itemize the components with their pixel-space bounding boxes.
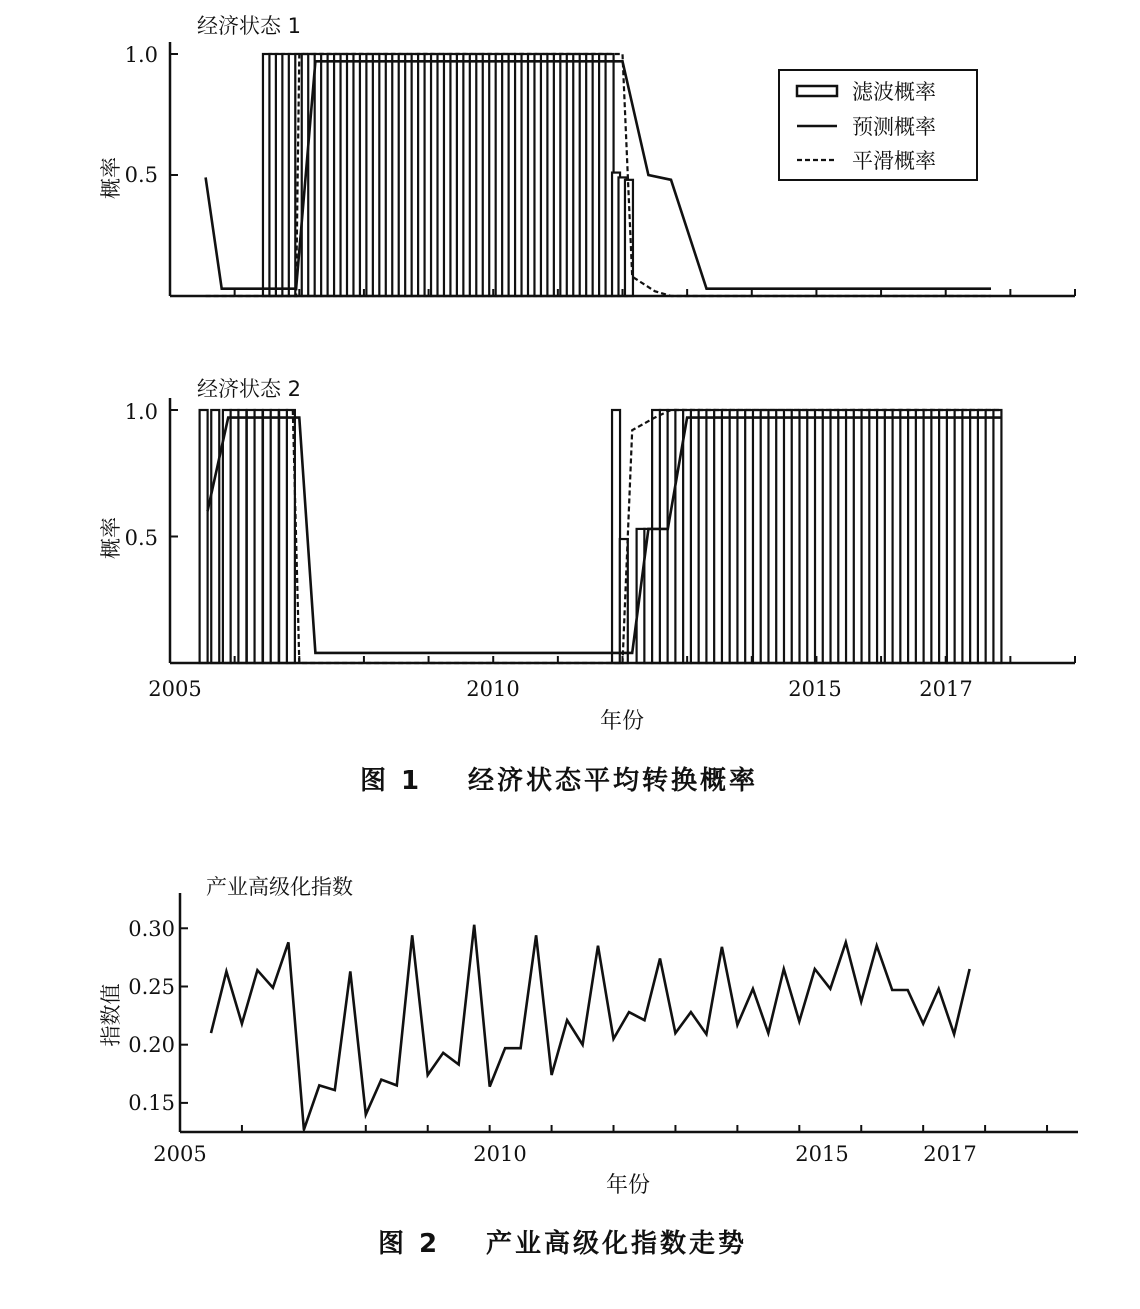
y-tick-label-0.30: 0.30 bbox=[128, 917, 175, 941]
filter-prob-bar bbox=[211, 410, 219, 663]
filter-prob-bar bbox=[993, 410, 1001, 663]
x-tick-label-2017: 2017 bbox=[919, 677, 973, 701]
filter-prob-bars-state-1 bbox=[263, 54, 633, 296]
filter-prob-bar bbox=[271, 410, 279, 663]
y-tick-label-0.20: 0.20 bbox=[128, 1033, 175, 1057]
x-axis-label-fig1: 年份 bbox=[599, 709, 645, 734]
figure1-caption-text: 经济状态平均转换概率 bbox=[468, 766, 759, 796]
y-tick-label-0.5-p2: 0.5 bbox=[124, 526, 158, 550]
chart-industry-index bbox=[99, 875, 1078, 1198]
filter-prob-bar bbox=[255, 410, 263, 663]
x-tick-label-2010-fig2: 2010 bbox=[473, 1142, 527, 1166]
legend-label-predict: 预测概率 bbox=[852, 115, 936, 139]
legend bbox=[779, 70, 977, 180]
figure2-caption-text: 产业高级化指数走势 bbox=[486, 1229, 748, 1259]
filter-prob-bar bbox=[625, 180, 633, 296]
x-tick-label-2005: 2005 bbox=[148, 677, 202, 701]
y-tick-label-0.25: 0.25 bbox=[128, 975, 175, 999]
x-tick-label-2010: 2010 bbox=[466, 677, 520, 701]
y-tick-label-1.0: 1.0 bbox=[124, 43, 158, 67]
x-tick-label-2017-fig2: 2017 bbox=[923, 1142, 977, 1166]
figure2-caption-number: 图 2 bbox=[378, 1229, 441, 1259]
chart-title-state-2: 经济状态 2 bbox=[197, 377, 302, 401]
legend-bar-swatch bbox=[797, 86, 837, 96]
y-axis-label-state-1: 概率 bbox=[99, 157, 123, 199]
y-tick-label-0.5: 0.5 bbox=[124, 163, 158, 187]
x-tick-label-2005-fig2: 2005 bbox=[153, 1142, 207, 1166]
legend-label-smooth: 平滑概率 bbox=[852, 149, 936, 173]
y-tick-label-0.15: 0.15 bbox=[128, 1091, 175, 1115]
filter-prob-bars-state-2 bbox=[200, 410, 1002, 663]
y-axis-label-index: 指数值 bbox=[99, 983, 123, 1047]
x-tick-label-2015: 2015 bbox=[788, 677, 842, 701]
y-tick-label-1.0-p2: 1.0 bbox=[124, 400, 158, 424]
chart-title-index: 产业高级化指数 bbox=[206, 875, 353, 899]
y-axis-label-state-2: 概率 bbox=[99, 517, 123, 559]
index-series-line bbox=[211, 925, 970, 1130]
legend-label-filter: 滤波概率 bbox=[852, 80, 936, 104]
x-tick-label-2015-fig2: 2015 bbox=[795, 1142, 849, 1166]
filter-prob-bar bbox=[238, 410, 246, 663]
figure1-caption-number: 图 1 bbox=[360, 766, 423, 796]
chart-state-2 bbox=[99, 377, 1075, 734]
x-axis-label-fig2: 年份 bbox=[605, 1173, 651, 1198]
filter-prob-bar bbox=[287, 410, 295, 663]
chart-title-state-1: 经济状态 1 bbox=[197, 14, 302, 38]
filter-prob-bar bbox=[200, 410, 208, 663]
